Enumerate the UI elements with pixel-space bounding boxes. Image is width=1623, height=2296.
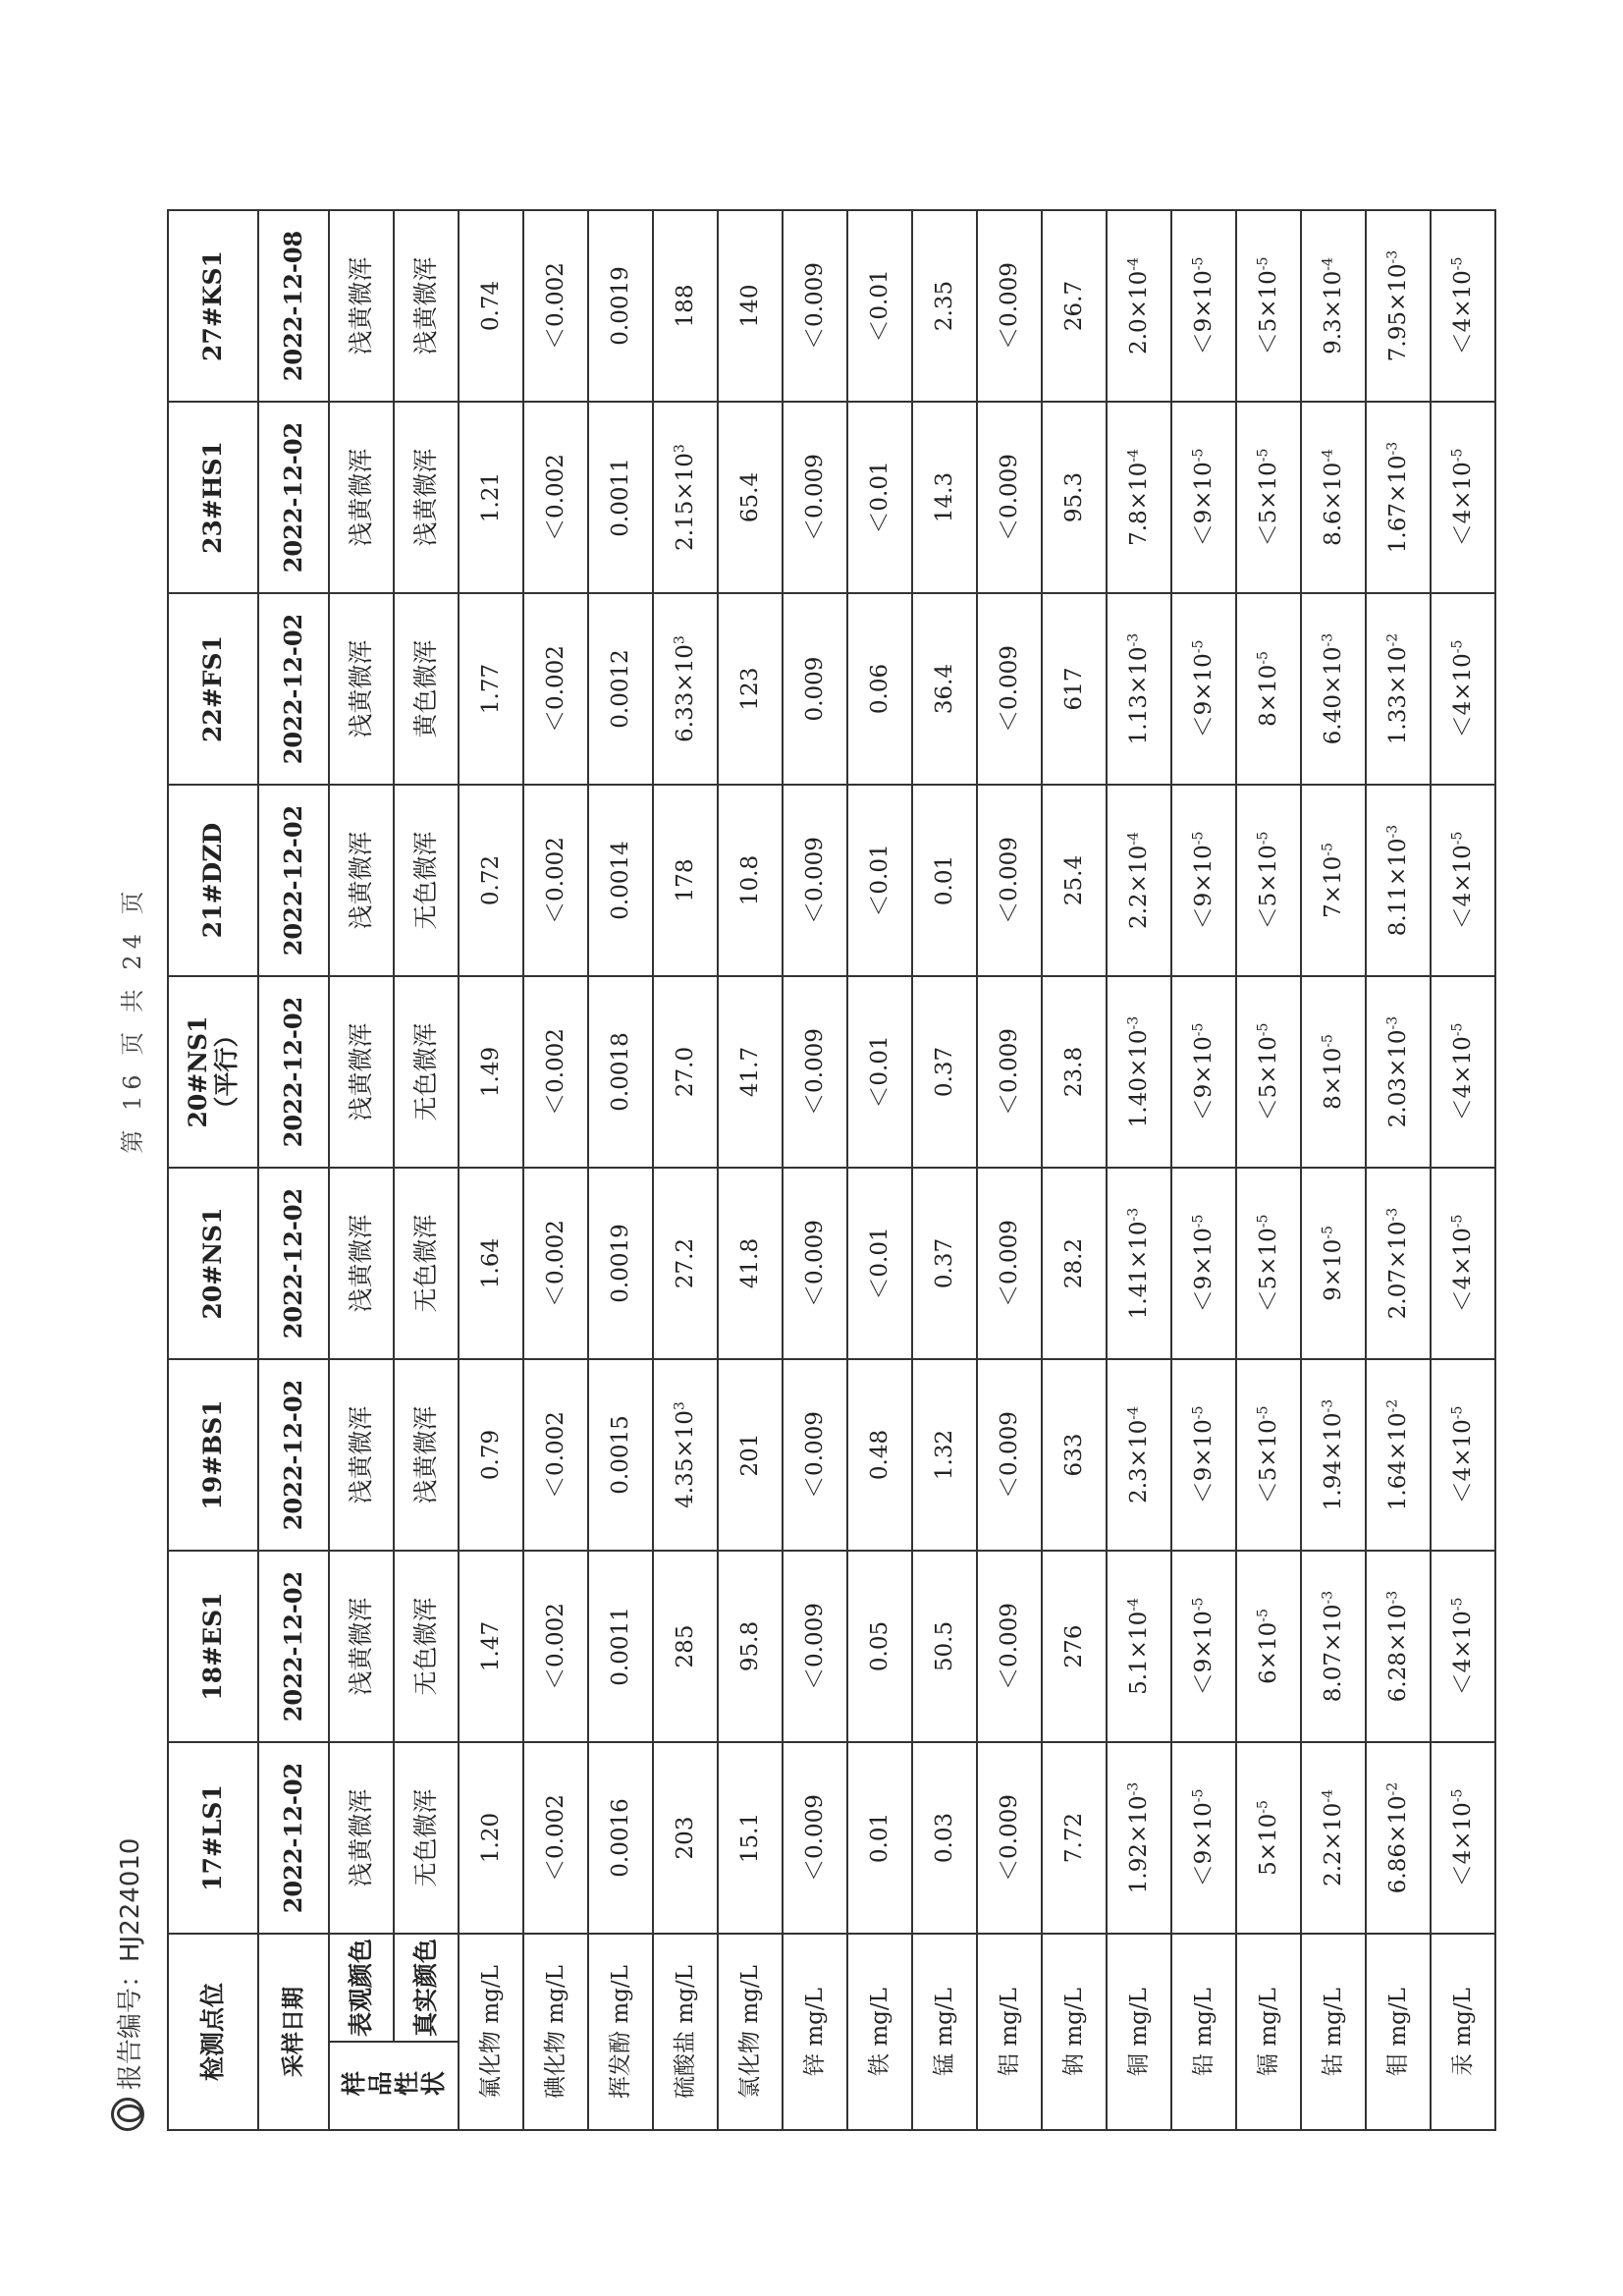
table-row [847, 210, 912, 2130]
table-cell: ＜0.009 [783, 402, 847, 593]
table-cell: $4.35\times 10^3$ [653, 1359, 718, 1551]
true-color: 无色微浑 [394, 1168, 459, 1359]
table-cell: $1.94\times 10^{-3}$ [1301, 1359, 1366, 1551]
table-cell: ＜0.009 [783, 210, 847, 402]
table-cell: 0.79 [459, 1359, 523, 1551]
site-name: 17#LS1 [168, 1742, 258, 1934]
table-cell: $2.3\times 10^{-4}$ [1107, 1359, 1171, 1551]
table-row [912, 210, 977, 2130]
table-cell: $1.13\times 10^{-3}$ [1107, 593, 1171, 785]
parameter-label: 挥发酚 mg/L [588, 1934, 653, 2130]
page-number: 第 16 页 共 24 页 [119, 885, 146, 1154]
table-cell: $<9\times 10^{-5}$ [1171, 402, 1236, 593]
table-cell: 0.37 [912, 1168, 977, 1359]
table-cell: 14.3 [912, 402, 977, 593]
apparent-color: 浅黄微浑 [329, 1359, 394, 1551]
table-row [718, 210, 783, 2130]
table-cell: $<5\times 10^{-5}$ [1236, 976, 1301, 1168]
table-cell: 26.7 [1042, 210, 1107, 402]
table-cell: ＜0.01 [847, 1168, 912, 1359]
true-color-header: 真实颜色 [394, 1934, 459, 2042]
sample-date: 2022-12-02 [258, 785, 329, 976]
table-cell: ＜0.01 [847, 402, 912, 593]
table-cell: 27.2 [653, 1168, 718, 1359]
table-cell: ＜0.002 [523, 593, 588, 785]
table-cell: 0.72 [459, 785, 523, 976]
table-cell: 2.35 [912, 210, 977, 402]
true-color: 浅黄微浑 [394, 1359, 459, 1551]
table-cell: 617 [1042, 593, 1107, 785]
table-cell: ＜0.009 [977, 1168, 1042, 1359]
table-cell: $1.67\times 10^{-3}$ [1366, 402, 1431, 593]
apparent-color: 浅黄微浑 [329, 1168, 394, 1359]
true-color-row [394, 210, 459, 2130]
table-cell: $<9\times 10^{-5}$ [1171, 976, 1236, 1168]
site-row [168, 210, 258, 2130]
table-cell: 0.0015 [588, 1359, 653, 1551]
table-cell: ＜0.01 [847, 976, 912, 1168]
table-cell: $2.15\times 10^3$ [653, 402, 718, 593]
table-cell: 95.8 [718, 1551, 783, 1742]
apparent-color: 浅黄微浑 [329, 1742, 394, 1934]
table-cell: $7.95\times 10^{-3}$ [1366, 210, 1431, 402]
site-name: 21#DZD [168, 785, 258, 976]
table-cell: 276 [1042, 1551, 1107, 1742]
table-cell: 23.8 [1042, 976, 1107, 1168]
true-color: 无色微浑 [394, 785, 459, 976]
table-row [1431, 210, 1495, 2130]
apparent-color: 浅黄微浑 [329, 976, 394, 1168]
parameter-label: 锌 mg/L [783, 1934, 847, 2130]
table-cell: $<4\times 10^{-5}$ [1431, 1168, 1495, 1359]
table-cell: ＜0.002 [523, 210, 588, 402]
table-cell: 7.72 [1042, 1742, 1107, 1934]
table-cell: ＜0.002 [523, 1168, 588, 1359]
table-cell: 0.0014 [588, 785, 653, 976]
sample-date: 2022-12-02 [258, 1168, 329, 1359]
apparent-color: 浅黄微浑 [329, 593, 394, 785]
table-cell: 0.01 [912, 785, 977, 976]
sample-date: 2022-12-02 [258, 1551, 329, 1742]
sample-date: 2022-12-02 [258, 402, 329, 593]
table-cell: $6.28\times 10^{-3}$ [1366, 1551, 1431, 1742]
table-cell: 140 [718, 210, 783, 402]
site-name: 19#BS1 [168, 1359, 258, 1551]
sample-date: 2022-12-08 [258, 210, 329, 402]
table-cell: $<5\times 10^{-5}$ [1236, 785, 1301, 976]
table-cell: ＜0.009 [977, 402, 1042, 593]
table-cell: $6.33\times 10^3$ [653, 593, 718, 785]
parameter-label: 钴 mg/L [1301, 1934, 1366, 2130]
table-cell: $<9\times 10^{-5}$ [1171, 1742, 1236, 1934]
table-cell: ＜0.002 [523, 1551, 588, 1742]
report-number: 报告编号：HJ224010 [115, 1837, 145, 2090]
table-cell: 203 [653, 1742, 718, 1934]
site-name: 23#HS1 [168, 402, 258, 593]
site-name: 18#ES1 [168, 1551, 258, 1742]
site-name: 22#FS1 [168, 593, 258, 785]
table-cell: 27.0 [653, 976, 718, 1168]
table-cell: 15.1 [718, 1742, 783, 1934]
company-logo-icon [111, 2098, 144, 2131]
site-name: 27#KS1 [168, 210, 258, 402]
apparent-color: 浅黄微浑 [329, 402, 394, 593]
table-cell: 0.74 [459, 210, 523, 402]
table-cell: $1.64\times 10^{-2}$ [1366, 1359, 1431, 1551]
table-cell: 1.77 [459, 593, 523, 785]
table-cell: $2.07\times 10^{-3}$ [1366, 1168, 1431, 1359]
table-cell: $<4\times 10^{-5}$ [1431, 210, 1495, 402]
table-row [977, 210, 1042, 2130]
sample-date: 2022-12-02 [258, 976, 329, 1168]
table-cell: $<4\times 10^{-5}$ [1431, 1359, 1495, 1551]
table-cell: 0.06 [847, 593, 912, 785]
table-cell: $6.86\times 10^{-2}$ [1366, 1742, 1431, 1934]
table-cell: 178 [653, 785, 718, 976]
table-row [653, 210, 718, 2130]
table-cell: 0.01 [847, 1742, 912, 1934]
table-row [588, 210, 653, 2130]
table-cell: 0.0019 [588, 1168, 653, 1359]
report-header [103, 1838, 152, 2131]
table-cell: $<5\times 10^{-5}$ [1236, 402, 1301, 593]
table-cell: $1.41\times 10^{-3}$ [1107, 1168, 1171, 1359]
table-cell: 0.0011 [588, 402, 653, 593]
table-cell: 0.03 [912, 1742, 977, 1934]
table-cell: 1.64 [459, 1168, 523, 1359]
table-row [1366, 210, 1431, 2130]
table-cell: $<4\times 10^{-5}$ [1431, 1742, 1495, 1934]
table-cell: 41.8 [718, 1168, 783, 1359]
table-cell: $<9\times 10^{-5}$ [1171, 785, 1236, 976]
table-cell: ＜0.009 [783, 1168, 847, 1359]
table-cell: $9\times 10^{-5}$ [1301, 1168, 1366, 1359]
table-row [1301, 210, 1366, 2130]
table-row [783, 210, 847, 2130]
table-cell: 0.0016 [588, 1742, 653, 1934]
parameter-label: 铝 mg/L [977, 1934, 1042, 2130]
true-color: 浅黄微浑 [394, 402, 459, 593]
table-cell: $<5\times 10^{-5}$ [1236, 1359, 1301, 1551]
property-group-header: 样品性状 [329, 2042, 459, 2130]
apparent-color-row [329, 210, 394, 2130]
table-cell: 1.32 [912, 1359, 977, 1551]
apparent-color-header: 表观颜色 [329, 1934, 394, 2042]
table-cell: 123 [718, 593, 783, 785]
table-cell: 28.2 [1042, 1168, 1107, 1359]
table-cell: $1.40\times 10^{-3}$ [1107, 976, 1171, 1168]
site-name: 20#NS1 [168, 1168, 258, 1359]
parameter-label: 镉 mg/L [1236, 1934, 1301, 2130]
table-row [1236, 210, 1301, 2130]
table-cell: 1.49 [459, 976, 523, 1168]
true-color: 浅黄微浑 [394, 210, 459, 402]
table-cell: 50.5 [912, 1551, 977, 1742]
table-cell: $7\times 10^{-5}$ [1301, 785, 1366, 976]
sample-date: 2022-12-02 [258, 593, 329, 785]
true-color: 无色微浑 [394, 976, 459, 1168]
table-cell: 188 [653, 210, 718, 402]
table-row [1042, 210, 1107, 2130]
table-cell: ＜0.009 [783, 1742, 847, 1934]
table-cell: ＜0.009 [783, 976, 847, 1168]
true-color: 无色微浑 [394, 1742, 459, 1934]
table-cell: $5\times 10^{-5}$ [1236, 1742, 1301, 1934]
table-cell: $<9\times 10^{-5}$ [1171, 1359, 1236, 1551]
table-cell: 0.009 [783, 593, 847, 785]
table-cell: $1.33\times 10^{-2}$ [1366, 593, 1431, 785]
table-cell: 0.0018 [588, 976, 653, 1168]
table-cell: $2.2\times 10^{-4}$ [1107, 785, 1171, 976]
table-cell: $5.1\times 10^{-4}$ [1107, 1551, 1171, 1742]
table-cell: $<5\times 10^{-5}$ [1236, 210, 1301, 402]
table-cell: ＜0.009 [977, 976, 1042, 1168]
table-cell: 1.47 [459, 1551, 523, 1742]
parameter-label: 钼 mg/L [1366, 1934, 1431, 2130]
table-cell: $8\times 10^{-5}$ [1236, 593, 1301, 785]
site-header: 检测点位 [168, 1934, 258, 2130]
table-cell: 1.20 [459, 1742, 523, 1934]
table-cell: ＜0.009 [977, 1359, 1042, 1551]
table-cell: ＜0.002 [523, 785, 588, 976]
table-cell: ＜0.009 [977, 593, 1042, 785]
table-cell: $8\times 10^{-5}$ [1301, 976, 1366, 1168]
table-cell: ＜0.009 [977, 785, 1042, 976]
apparent-color: 浅黄微浑 [329, 210, 394, 402]
sample-date: 2022-12-02 [258, 1742, 329, 1934]
table-cell: 633 [1042, 1359, 1107, 1551]
table-cell: 0.0019 [588, 210, 653, 402]
table-cell: $7.8\times 10^{-4}$ [1107, 402, 1171, 593]
table-row [523, 210, 588, 2130]
table-cell: ＜0.009 [783, 785, 847, 976]
true-color: 无色微浑 [394, 1551, 459, 1742]
parameter-label: 锰 mg/L [912, 1934, 977, 2130]
table-cell: 285 [653, 1551, 718, 1742]
parameter-label: 碘化物 mg/L [523, 1934, 588, 2130]
parameter-label: 硫酸盐 mg/L [653, 1934, 718, 2130]
true-color: 黄色微浑 [394, 593, 459, 785]
table-cell: 201 [718, 1359, 783, 1551]
apparent-color: 浅黄微浑 [329, 1551, 394, 1742]
table-cell: ＜0.009 [783, 1551, 847, 1742]
table-cell: $2.2\times 10^{-4}$ [1301, 1742, 1366, 1934]
table-cell: $6\times 10^{-5}$ [1236, 1551, 1301, 1742]
table-cell: 65.4 [718, 402, 783, 593]
site-name: 20#NS1 （平行） [168, 976, 258, 1168]
table-cell: $<5\times 10^{-5}$ [1236, 1168, 1301, 1359]
table-cell: $2.03\times 10^{-3}$ [1366, 976, 1431, 1168]
sample-date: 2022-12-02 [258, 1359, 329, 1551]
table-row [1171, 210, 1236, 2130]
parameter-label: 钠 mg/L [1042, 1934, 1107, 2130]
table-cell: ＜0.009 [977, 1742, 1042, 1934]
date-row [258, 210, 329, 2130]
parameter-label: 汞 mg/L [1431, 1934, 1495, 2130]
table-cell: $<9\times 10^{-5}$ [1171, 210, 1236, 402]
table-cell: 0.48 [847, 1359, 912, 1551]
table-cell: 36.4 [912, 593, 977, 785]
table-cell: $<9\times 10^{-5}$ [1171, 1168, 1236, 1359]
table-cell: ＜0.009 [977, 210, 1042, 402]
table-cell: 25.4 [1042, 785, 1107, 976]
parameter-label: 铁 mg/L [847, 1934, 912, 2130]
parameter-label: 氟化物 mg/L [459, 1934, 523, 2130]
table-cell: $<4\times 10^{-5}$ [1431, 593, 1495, 785]
table-cell: $2.0\times 10^{-4}$ [1107, 210, 1171, 402]
table-cell: ＜0.009 [977, 1551, 1042, 1742]
table-cell: 0.0012 [588, 593, 653, 785]
table-cell: $<9\times 10^{-5}$ [1171, 1551, 1236, 1742]
table-row [1107, 210, 1171, 2130]
table-cell: $8.6\times 10^{-4}$ [1301, 402, 1366, 593]
parameter-label: 氯化物 mg/L [718, 1934, 783, 2130]
table-cell: 1.21 [459, 402, 523, 593]
table-cell: $9.3\times 10^{-4}$ [1301, 210, 1366, 402]
table-cell: 41.7 [718, 976, 783, 1168]
table-cell: $<4\times 10^{-5}$ [1431, 785, 1495, 976]
table-cell: $<4\times 10^{-5}$ [1431, 1551, 1495, 1742]
table-cell: $<4\times 10^{-5}$ [1431, 976, 1495, 1168]
table-cell: 0.05 [847, 1551, 912, 1742]
table-cell: $<9\times 10^{-5}$ [1171, 593, 1236, 785]
table-cell: $6.40\times 10^{-3}$ [1301, 593, 1366, 785]
table-cell: ＜0.002 [523, 976, 588, 1168]
table-cell: $8.07\times 10^{-3}$ [1301, 1551, 1366, 1742]
apparent-color: 浅黄微浑 [329, 785, 394, 976]
table-cell: $8.11\times 10^{-3}$ [1366, 785, 1431, 976]
table-cell: $1.92\times 10^{-3}$ [1107, 1742, 1171, 1934]
table-cell: ＜0.002 [523, 1359, 588, 1551]
table-cell: ＜0.01 [847, 210, 912, 402]
parameter-label: 铅 mg/L [1171, 1934, 1236, 2130]
table-cell: ＜0.01 [847, 785, 912, 976]
table-cell: 95.3 [1042, 402, 1107, 593]
table-cell: $<4\times 10^{-5}$ [1431, 402, 1495, 593]
results-table [167, 209, 1496, 2131]
parameter-label: 铜 mg/L [1107, 1934, 1171, 2130]
table-cell: 10.8 [718, 785, 783, 976]
date-header: 采样日期 [258, 1934, 329, 2130]
table-cell: 0.0011 [588, 1551, 653, 1742]
table-cell: ＜0.002 [523, 1742, 588, 1934]
table-row [459, 210, 523, 2130]
table-cell: 0.37 [912, 976, 977, 1168]
table-cell: ＜0.002 [523, 402, 588, 593]
table-cell: ＜0.009 [783, 1359, 847, 1551]
